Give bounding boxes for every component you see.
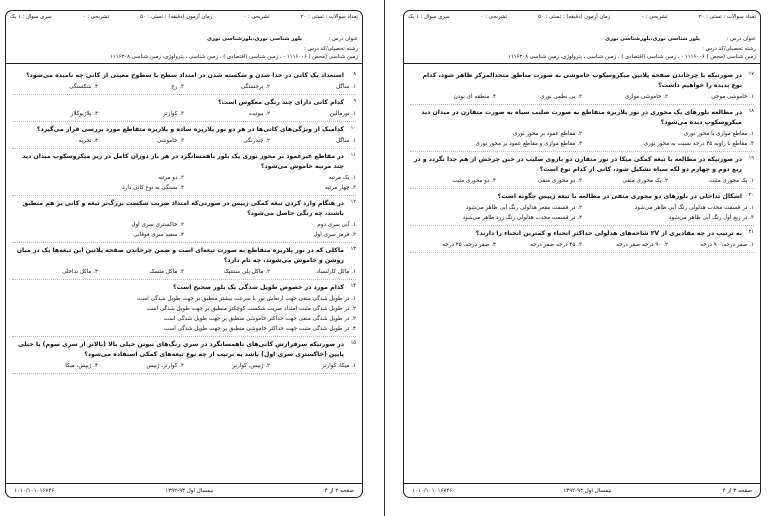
page-divider <box>384 0 385 516</box>
answer-option: ۲. دو مرتبه <box>158 175 184 181</box>
exam-time: زمان آزمون (دقیقه) : تستی : ۵۰ <box>140 14 213 20</box>
question-list <box>6 64 362 374</box>
descriptive-time: تشریحی : ۰ <box>82 14 110 20</box>
answer-option: ۲. خاکستری سری اول <box>131 222 184 228</box>
question-number: ۲۱ <box>748 229 754 235</box>
page-number: صفحه ۲ از ۴ <box>324 487 354 494</box>
question-text <box>410 155 754 175</box>
question-text <box>410 192 754 202</box>
exam-sheet-left <box>5 10 363 498</box>
answer-option: ۳. دو محوری منفی <box>537 178 582 184</box>
series-label: سری سوال : ۱ یک <box>408 14 450 20</box>
answer-option: ۲. برجستگی <box>240 84 270 90</box>
answer-option: ۴. در قسمت محدب هذلولی رنگ زرد ظاهر می‌شود <box>462 215 582 221</box>
answer-option: ۳. کوارتز <box>162 111 184 117</box>
answer-option: ۱. ماکل کارلسباد <box>316 269 356 275</box>
answer-option: ۴. صفر درجه، ۴۵ درجه <box>442 242 496 248</box>
answer-option: ۴. در طویل شدگی مثبت جهت حداکثر خاموشی منطبق بر جهت طویل شدگی است <box>164 326 356 332</box>
answer-options <box>12 82 356 92</box>
major-value: زمین شناسی (محض ) ۱۱۱۶۰۰۶ - ، زمین شناسی (اقتصادی ) ، زمین شناسی ، پترولوژی، زمین شناسی ۱۱۱۶۳۰۸ <box>110 54 358 60</box>
question-stem: ماکلی که در نور پلاریزه متقاطع به صورت تیغه‌ای است و ضمن چرخاندن صفحه پلاتین این تیغه‌ها یک در میان روشن و خاموش می‌شوند، چه نام دارد؟ <box>16 247 344 264</box>
answer-option: ۳. در طویل شدگی منفی جهت حداکثر خاموشی منطبق بر جهت طویل شدگی است <box>163 316 356 322</box>
answer-option: ۳. کوارتز، ژیپس <box>146 363 184 369</box>
answer-option: ۴. بستگی به نوع کانی دارد <box>122 185 184 191</box>
question-text <box>410 71 754 91</box>
answer-option: ۱. صفر درجه، ۹۰ درجه <box>700 242 754 248</box>
question-list <box>404 64 760 253</box>
answer-option: ۱. مقاطع موازی با محور نوری <box>683 131 754 137</box>
answer-option: ۳. رخ <box>171 84 184 90</box>
answer-option: ۲. در طویل شدگی مثبت امتداد ضریب شکست کوچکتر منطبق بر جهت طویل شدگی است <box>146 306 356 312</box>
answer-options <box>410 240 754 250</box>
answer-option: ۳. خاموشی <box>157 138 184 144</box>
exam-code: ۱۰۱۰/۱۰۱۰۱۶۷۴۶ <box>412 487 453 494</box>
answer-option: ۴. سفید سری فوقانی <box>133 232 184 238</box>
answer-options <box>410 203 754 223</box>
answer-options <box>12 294 356 334</box>
answer-option: ۱. در قسمت محدب هذلولی رنگ آبی ظاهر می‌شود <box>634 205 754 211</box>
answer-option: ۲. خاموشی موازی <box>624 94 668 100</box>
question-block <box>410 189 754 226</box>
answer-option: ۲. چندرنگی <box>243 138 270 144</box>
answer-options <box>12 173 356 193</box>
question-number: ۸ <box>353 71 356 77</box>
question-stem: کدام کانی دارای چند رنگی معکوس است؟ <box>218 99 344 106</box>
answer-option: ۳. چهار مرتبه <box>324 185 356 191</box>
question-block <box>410 105 754 152</box>
answer-options <box>410 129 754 149</box>
answer-options <box>12 109 356 119</box>
question-block <box>12 122 356 149</box>
answer-option: ۴. دو محوری مثبت <box>452 178 496 184</box>
question-number: ۱۴ <box>350 283 356 289</box>
question-number: ۱۳ <box>350 246 356 252</box>
question-stem: کدامیک از ویژگی‌های کانی‌ها در هر دو نور پلاریزه ساده و پلاریزه متقاطع مورد بررسی قرار می‌گیرد؟ <box>36 126 344 133</box>
answer-option: ۲. ماکل پلی سنتتیک <box>223 269 270 275</box>
question-text <box>12 152 356 172</box>
answer-option: ۴. شکستگی <box>69 84 98 90</box>
question-number: ۱۵ <box>350 340 356 346</box>
question-stem: در هنگام وارد کردن تیغه کمکی ژیپس در صورتی‌که امتداد ضریب شکست بزرگ‌تر تیغه و کانی بر هم منطبق باشند، چه رنگی حاصل می‌شود؟ <box>22 200 344 217</box>
answer-option: ۲. ۹۰ درجه صفر درجه <box>616 242 668 248</box>
question-block <box>12 196 356 243</box>
question-text <box>12 71 356 81</box>
term-label: نیمسال اول ۹۳-۱۳۹۲ <box>563 487 612 494</box>
answer-option: ۳. مقاطع با زاویه ۴۵ درجه نسبت به محور نوری <box>643 141 754 147</box>
answer-option: ۴. منطقه ای بودن <box>453 94 496 100</box>
answer-options <box>410 92 754 102</box>
answer-option: ۱. میکا، کوارتز <box>321 363 356 369</box>
question-block <box>12 337 356 374</box>
question-number: ۱۰ <box>350 125 356 131</box>
question-stem: استعداد یک کانی در جدا شدن و شکسته شدن در امتداد سطح یا سطوح معینی از کانی چه نامیده می‌شود؟ <box>26 72 344 79</box>
answer-options <box>12 220 356 240</box>
question-stem: اشکال تداخلی در بلورهای دو محوری منفی در مطالعه با تیغه ژیپس چگونه است؟ <box>497 193 742 200</box>
answer-option: ۴. ژیپس، میکا <box>65 363 98 369</box>
answer-option: ۱. ساگل <box>336 138 356 144</box>
question-text <box>12 199 356 219</box>
answer-option: ۴. مقاطع موازی و مقاطع عمود بر محور نوری <box>475 141 582 147</box>
answer-option: ۴. ماکل تداخلی <box>62 269 98 275</box>
course-field-label: عنوان درس : <box>726 36 756 42</box>
question-stem: در صورتیکه در مطالعه با تیغه کمکی میکا در نور متقارن دو بازوی صلیب در حین چرخش از هم جدا نگردد و در ربع دوم و چهارم دو لکه سیاه تشکیل شود، کانی از کدام نوع است؟ <box>413 156 742 173</box>
answer-option: ۳. بی نظمی نوری <box>540 94 582 100</box>
question-block <box>12 68 356 95</box>
question-number: ۱۱ <box>350 152 356 158</box>
series-label: سری سوال : ۱ یک <box>10 14 52 20</box>
answer-option: ۱. ساگل <box>336 84 356 90</box>
question-block <box>12 280 356 337</box>
question-block <box>12 95 356 122</box>
answer-option: ۱. در طویل شدگی منفی جهت ارتعاش نور با سرعت بیشتر منطبق بر جهت طویل شدگی است <box>137 296 356 302</box>
sheet-footer <box>6 483 362 497</box>
page-number: صفحه ۳ از ۴ <box>722 487 752 494</box>
sheet-footer <box>404 483 760 497</box>
answer-options <box>12 267 356 277</box>
question-text <box>12 246 356 266</box>
answer-options <box>12 361 356 371</box>
answer-option: ۳. در ربع اول رنگ آبی ظاهر می‌شود <box>669 215 754 221</box>
answer-option: ۴. تجزیه <box>78 138 98 144</box>
answer-option: ۳. قرمز سری اول <box>313 232 356 238</box>
answer-option: ۱. یک محوری مثبت <box>708 178 754 184</box>
answer-option: ۳. ماکل متسک <box>149 269 184 275</box>
sheet-header <box>404 11 760 64</box>
answer-option: ۱. خاموشی موجی <box>711 94 754 100</box>
exam-code: ۱۰۱۰/۱۰۱۰۱۶۷۴۶ <box>14 487 55 494</box>
question-stem: در صورتیکه با چرخاندن صفحه پلاتین میکروسکوپ خاموشی به صورت مناطق متحدالمرکز ظاهر شود، کدام نوع پدیده را خواهیم داشت؟ <box>422 72 742 89</box>
question-stem: در مطالعه بلورهای یک محوری در نور پلاریزه متقاطع به صورت صلیب سیاه به صورت متقارن در میدان دید میکروسکوپ دیده می‌شود؟ <box>421 109 742 126</box>
answer-option: ۲. در قسمت مقعر هذلولی رنگ آبی ظاهر می‌شود <box>465 205 582 211</box>
question-number: ۱۲ <box>350 199 356 205</box>
answer-option: ۱. تورمالین <box>329 111 356 117</box>
answer-option: ۱. آبی سری دوم <box>317 222 356 228</box>
question-stem: در صورتیکه سرفرازش کانی‌های ناهمسانگرد در سری رنگ‌های نیوتن خیلی بالا (بالاتر از سری سوم) یا خیلی پایین (خاکستری سری اول) باشد به ترتیب از چه نوع تیغه‌های کمکی استفاده می‌شود؟ <box>17 341 344 358</box>
question-text <box>12 283 356 293</box>
answer-option: ۲. ژیپس، کوارتز <box>232 363 270 369</box>
question-text <box>12 340 356 360</box>
question-number: ۱۸ <box>748 108 754 114</box>
answer-options <box>12 136 356 146</box>
major-value: زمین شناسی (محض ) ۱۱۱۶۰۰۶ - ، زمین شناسی (اقتصادی ) ، زمین شناسی ، پترولوژی، زمین شناسی ۱۱۱۶۳۰۸ <box>508 54 756 60</box>
question-block <box>410 152 754 189</box>
question-stem: کدام مورد در خصوص طویل شدگی یک بلور صحیح است؟ <box>173 284 344 291</box>
question-number: ۱۷ <box>748 71 754 77</box>
question-text <box>12 98 356 108</box>
question-number: ۱۹ <box>748 155 754 161</box>
answer-option: ۱. یک مرتبه <box>328 175 356 181</box>
question-text <box>410 229 754 239</box>
question-count: تعداد سوالات : تستی : ۲۰ <box>698 14 756 20</box>
descriptive-time: تشریحی : ۰ <box>480 14 508 20</box>
question-number: ۹ <box>353 98 356 104</box>
exam-time: زمان آزمون (دقیقه) : تستی : ۵۰ <box>538 14 611 20</box>
answer-option: ۲. مقاطع عمود بر محور نوری <box>513 131 582 137</box>
question-block <box>12 149 356 196</box>
descriptive-count: تشریحی : ۰ <box>243 14 270 20</box>
question-block <box>12 243 356 280</box>
course-title: بلور شناسی نوری،بلورشناسی نوری <box>207 36 302 42</box>
course-title: بلور شناسی نوری،بلورشناسی نوری <box>605 36 700 42</box>
major-field-label: رشته تحصیلی/کد درس : <box>304 46 358 52</box>
answer-option: ۴. پلاژیوکلاز <box>70 111 98 117</box>
question-count: تعداد سوالات : تستی : ۲۰ <box>300 14 358 20</box>
question-text <box>410 108 754 128</box>
descriptive-count: تشریحی : ۰ <box>641 14 668 20</box>
major-field-label: رشته تحصیلی/کد درس : <box>702 46 756 52</box>
answer-option: ۲. یک محوری منفی <box>622 178 668 184</box>
answer-option: ۲. بیوتیت <box>248 111 270 117</box>
exam-sheet-right <box>403 10 761 498</box>
sheet-header <box>6 11 362 64</box>
question-text <box>12 125 356 135</box>
question-block <box>410 226 754 253</box>
course-field-label: عنوان درس : <box>328 36 358 42</box>
question-block <box>410 68 754 105</box>
answer-options <box>410 176 754 186</box>
question-number: ۲۰ <box>748 192 754 198</box>
answer-option: ۳. ۴۵ درجه صفر درجه <box>530 242 582 248</box>
term-label: نیمسال اول ۹۳-۱۳۹۲ <box>165 487 214 494</box>
question-stem: به ترتیب در چه مقادیری از ۲V شاخه‌های هذلولی حداکثر انحناء و کمترین انحناء را دارند؟ <box>475 230 742 237</box>
question-stem: در مقاطع غیرعمود بر محور نوری یک بلور ناهمسانگرد در هر بار دوران کامل در زیر میکروسکوپ میدان دید چند مرتبه خاموش می‌شود؟ <box>22 153 344 170</box>
